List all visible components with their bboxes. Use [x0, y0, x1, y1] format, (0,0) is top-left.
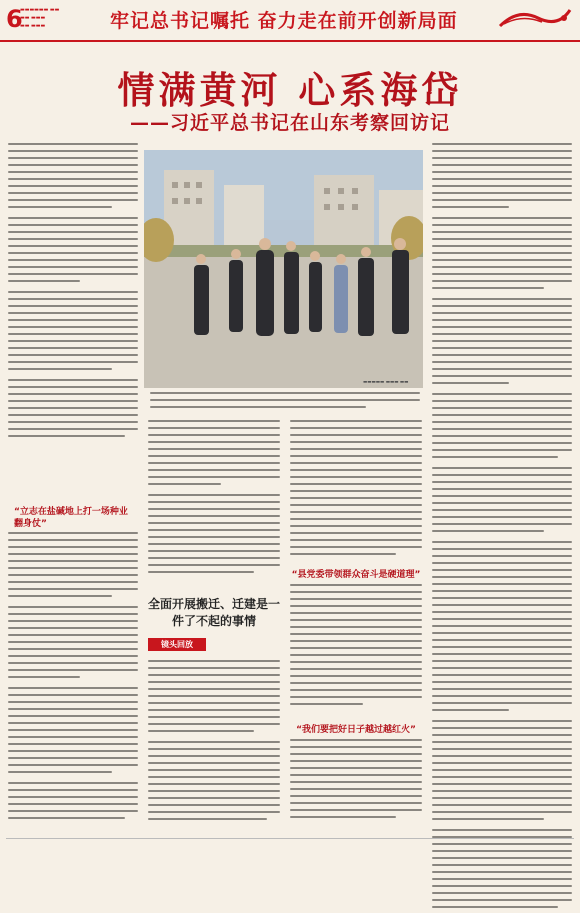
page-editor-placeholder: ▬▬ ▬▬▬: [20, 23, 46, 29]
article-subtitle: ——习近平总书记在山东考察回访记: [129, 112, 450, 134]
photo-credit-placeholder: ▬▬▬▬▬ ▬▬▬ ▬▬: [363, 380, 409, 385]
column-left-top: [8, 143, 138, 442]
photo-caption: [150, 392, 420, 413]
page-date-placeholder: ▬▬▬▬▬▬ ▬▬: [20, 7, 60, 13]
subhead-party-leadership: “县党委带领群众奋斗是硬道理”: [291, 570, 421, 580]
page-section-placeholder: ▬▬ ▬▬▬: [20, 15, 46, 21]
subhead-good-life: “我们要把好日子越过越红火”: [296, 725, 416, 735]
subhead-relocation: 全面开展搬迁、迁建是一件了不起的事情: [148, 597, 281, 628]
column-mid-left: [148, 420, 280, 578]
column-left-bottom: [8, 532, 138, 824]
replay-label: 镜头回放: [148, 638, 206, 651]
top-headline: 牢记总书记嘱托 奋力走在前开创新局面: [110, 10, 458, 32]
page-number: 6: [6, 5, 23, 33]
column-mid-left-bottom: [148, 660, 280, 825]
subhead-seed-industry: “立志在盐碱地上打一场种业翻身仗”: [14, 507, 128, 529]
article-photo: [144, 150, 423, 388]
article-title: 情满黄河 心系海岱: [117, 69, 463, 112]
column-mid-right-middle: [290, 584, 422, 710]
newspaper-logo: [498, 4, 572, 30]
bottom-divider: [6, 838, 574, 839]
column-right-top: [432, 143, 572, 913]
column-mid-right-bottom: [290, 739, 422, 823]
column-mid-right: [290, 420, 422, 560]
